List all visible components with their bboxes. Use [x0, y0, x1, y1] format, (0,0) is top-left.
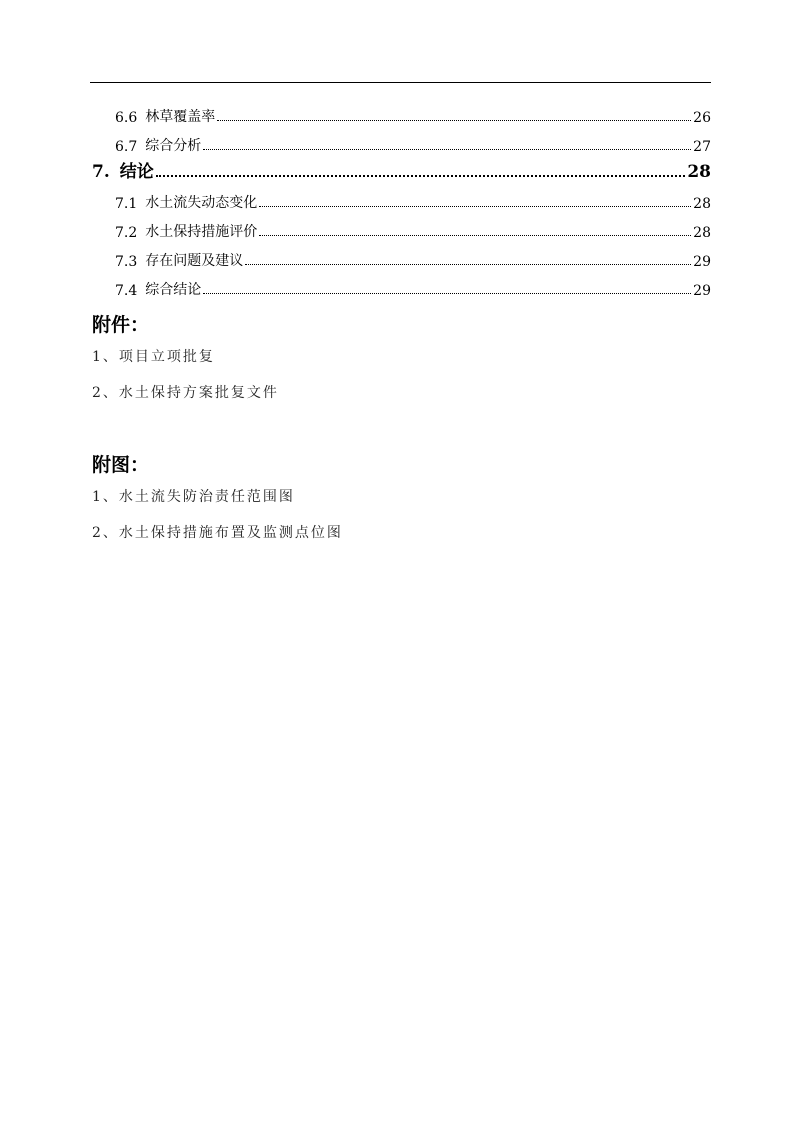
toc-page: 29 [693, 283, 711, 299]
toc-leader [156, 175, 686, 177]
toc-page: 26 [693, 110, 711, 126]
toc-title: 综合结论 [145, 282, 202, 298]
toc-number: 7.1 [115, 196, 138, 212]
toc-entry-7-4[interactable] [115, 273, 711, 299]
toc-leader [217, 120, 691, 121]
toc-leader [245, 264, 691, 265]
toc-page: 28 [687, 162, 711, 182]
attachments-heading: 附件： [92, 314, 150, 336]
toc-entry-7[interactable] [92, 156, 711, 182]
toc-number: 6.7 [115, 139, 138, 155]
toc-entry-7-1[interactable] [115, 186, 711, 212]
toc-title: 结论 [119, 162, 154, 182]
toc-number: 7.4 [115, 283, 138, 299]
toc-leader [259, 206, 691, 207]
toc-entry-7-2[interactable] [115, 215, 711, 241]
toc-number: 6.6 [115, 110, 138, 126]
toc-title: 存在问题及建议 [145, 253, 244, 269]
toc-title: 林草覆盖率 [145, 109, 216, 125]
toc-leader [203, 149, 691, 150]
toc-entry-7-3[interactable] [115, 244, 711, 270]
toc-entry-6-6[interactable] [115, 100, 711, 126]
toc-leader [259, 235, 691, 236]
figure-item: 2、水土保持措施布置及监测点位图 [92, 525, 343, 541]
toc-number: 7.3 [115, 254, 138, 270]
attachment-item: 1、项目立项批复 [92, 349, 215, 365]
header-rule [90, 82, 711, 83]
attachment-item: 2、水土保持方案批复文件 [92, 385, 279, 401]
toc-entry-6-7[interactable] [115, 129, 711, 155]
toc-number: 7.2 [115, 225, 138, 241]
toc-title: 水土流失动态变化 [145, 195, 258, 211]
toc-page: 29 [693, 254, 711, 270]
toc-number: 7. [92, 162, 110, 182]
figures-heading: 附图： [92, 454, 150, 476]
figure-item: 1、水土流失防治责任范围图 [92, 489, 295, 505]
toc-title: 水土保持措施评价 [145, 224, 258, 240]
toc-page: 28 [693, 196, 711, 212]
toc-page: 28 [693, 225, 711, 241]
toc-title: 综合分析 [145, 138, 202, 154]
toc-page: 27 [693, 139, 711, 155]
toc-leader [203, 293, 691, 294]
